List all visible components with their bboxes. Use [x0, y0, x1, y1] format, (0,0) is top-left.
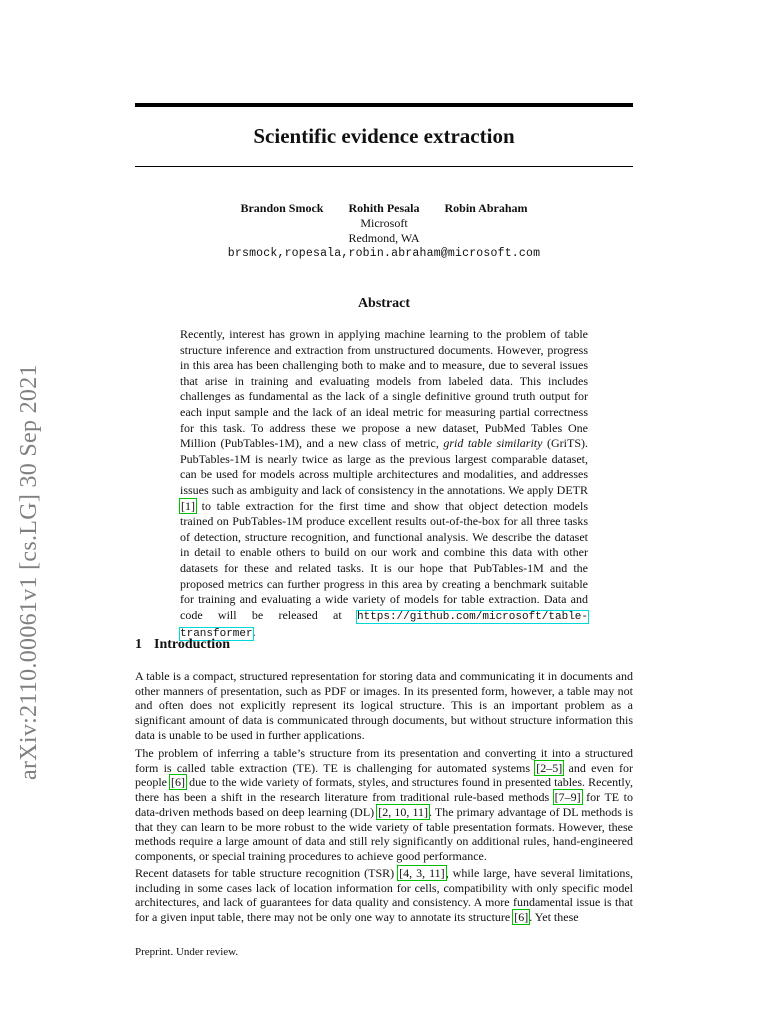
citation-link[interactable]: [4, 3, 11] [399, 866, 445, 880]
abstract-heading: Abstract [357, 296, 411, 311]
paragraph-text: for TE to data-driven methods based on deep learning (DL) [135, 790, 633, 819]
paragraph-text: due to the wide variety of formats, styles, and structures found in presented tables. Recently, there has been a shift in the research literature from traditional rule-based methods [135, 775, 633, 805]
citation-link[interactable]: [2, 10, 11] [378, 804, 429, 819]
author-affiliation: Microsoft [360, 216, 408, 230]
paragraph-text: . Yet these [529, 910, 579, 925]
section-heading-introduction [135, 637, 230, 653]
paragraph-text: The problem of inferring a table’s structure from its presentation and converting it into a structured form is called table extraction (TE). TE is challenging for automated systems [135, 746, 633, 775]
intro-paragraph-3 [135, 866, 633, 925]
citation-link[interactable]: [1] [181, 498, 195, 513]
arxiv-identifier-stamp: arXiv:2110.00061v1 [cs.LG] 30 Sep 2021 [16, 364, 42, 780]
author-name: Rohith Pesala [348, 201, 420, 215]
citation-link[interactable]: [2–5] [536, 760, 563, 775]
section-title: Introduction [154, 637, 230, 652]
paragraph-text: Recent datasets for table structure recognition (TSR) [135, 866, 399, 880]
abstract-body [180, 327, 588, 643]
author-name: Brandon Smock [240, 201, 324, 215]
citation-link[interactable]: [6] [171, 775, 186, 790]
section-number: 1 [135, 637, 142, 652]
paper-title: Scientific evidence extraction [253, 124, 515, 148]
intro-paragraph-2 [135, 746, 633, 864]
intro-paragraph-1: A table is a compact, structured representation for storing data and communicating it in documents and other manners of presentation, such as PDF or images. In its presented form, however, a table may not and often does not explicitly represent its logical structure. This is an important problem as a significant amount of data is communicated through documents, but without structure information this data is unable to be used in further applications. [135, 669, 633, 742]
author-name: Robin Abraham [444, 201, 528, 215]
abstract-text: Recently, interest has grown in applying machine learning to the problem of table structure inference and extraction from unstructured documents. However, progress in this area has been challenging both to make and to measure, due to several issues that arise in training and evaluating models from labeled data. This includes challenges as fundamental as the lack of a single definitive ground truth output for each input sample and the lack of an ideal metric for measuring partial correctness for this task. To address these we propose a new dataset, PubMed Tables One Million (PubTables-1M), and a new class of metric, [180, 327, 588, 451]
citation-link[interactable]: [7–9] [554, 790, 581, 805]
author-location: Redmond, WA [348, 231, 420, 245]
author-block [135, 201, 633, 261]
author-emails: brsmock,ropesala,robin.abraham@microsoft.com [227, 247, 541, 260]
paragraph-text: , while large, have several limitations, including in some cases lack of location information for cells, compatibility with only specific model architectures, and lack of guarantees for data quality and consistency. A more fundamental issue is that for a given input table, there may not be only one way to annotate its structure [135, 866, 634, 925]
title-bottom-rule [135, 166, 633, 167]
citation-link[interactable]: [6] [514, 910, 529, 925]
author-names [135, 201, 633, 216]
abstract-italic-term: grid table similarity [443, 436, 543, 451]
code-url-link[interactable]: https://github.com/microsoft/table-transformer [180, 610, 588, 641]
abstract-text: . [252, 625, 256, 640]
paragraph-text: and even for people [135, 760, 633, 790]
abstract-text: to table extraction for the first time and show that object detection models trained on PubTables-1M produce excellent results out-of-the-box for all three tasks of detection, structure recognition, and functional analysis. We describe the dataset in detail to enable others to build on our work and combine this data with other datasets for these and related tasks. It is our hope that PubTables-1M and the proposed metrics can further progress in this area by creating a benchmark suitable for training and evaluating a wide variety of models for table extraction. Data and code will be released at [180, 498, 588, 622]
paragraph-text: . The primary advantage of DL methods is that they can learn to be more robust to the wide variety of table presentation formats. However, these methods require a large amount of data and still rely significantly on additional rules, hand-engineered components, or special training procedures to achieve good performance. [135, 804, 634, 863]
title-top-rule [135, 103, 633, 107]
abstract-text: (GriTS). PubTables-1M is nearly twice as large as the previous largest comparable dataset, can be used for models across multiple architectures and modalities, and addresses issues such as ambiguity and lack of consistency in the annotations. We apply DETR [180, 436, 588, 497]
preprint-footer: Preprint. Under review. [135, 946, 239, 958]
